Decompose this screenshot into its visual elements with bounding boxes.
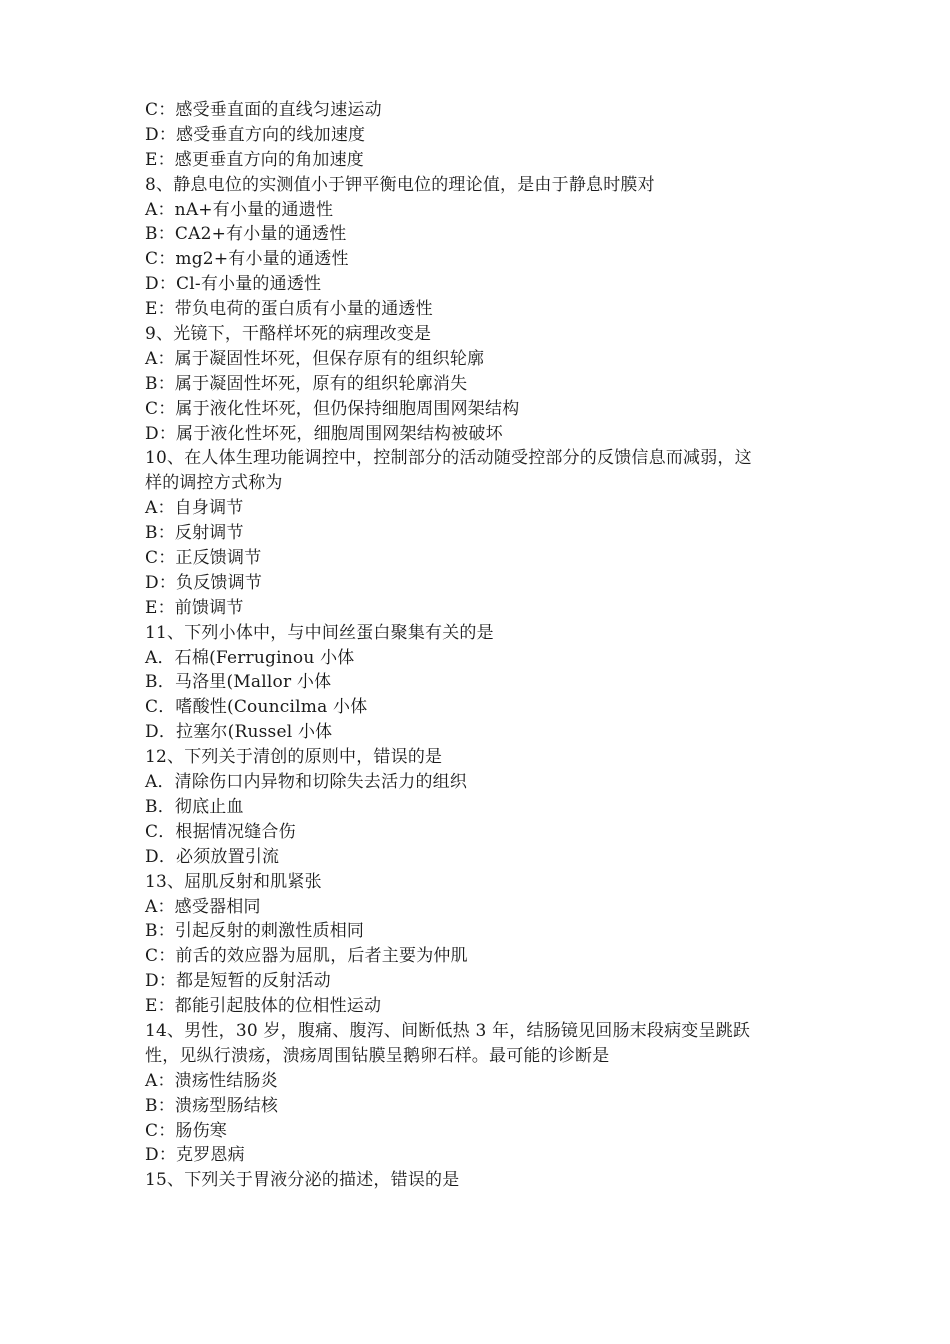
option-line: D：都是短暂的反射活动	[145, 971, 331, 992]
option-line: D：属于液化性坏死，细胞周围网架结构被破坏	[145, 423, 503, 444]
option-line: D：克罗恩病	[145, 1145, 245, 1166]
option-line: E：带负电荷的蛋白质有小量的通透性	[145, 299, 433, 320]
question-10-continued: 样的调控方式称为	[145, 473, 283, 494]
option-line: C：肠伤寒	[145, 1120, 228, 1141]
option-line: D．必须放置引流	[145, 846, 280, 867]
question-13: 13、屈肌反射和肌紧张	[145, 871, 322, 892]
option-line: C．根据情况缝合伤	[145, 821, 296, 842]
option-line: E：都能引起肢体的位相性运动	[145, 996, 382, 1017]
text-line: D：感受垂直方向的线加速度	[145, 124, 366, 145]
question-11: 11、下列小体中，与中间丝蛋白聚集有关的是	[145, 622, 494, 643]
option-line: C：正反馈调节	[145, 548, 262, 569]
option-line: B．彻底止血	[145, 796, 244, 817]
option-line: C．嗜酸性(Councilma 小体	[145, 697, 368, 718]
question-14-continued: 性，见纵行溃疡，溃疡周围钻膜呈鹅卵石样。最可能的诊断是	[145, 1045, 610, 1066]
option-line: A：感受器相同	[145, 896, 261, 917]
question-10: 10、在人体生理功能调控中，控制部分的活动随受控部分的反馈信息而减弱，这	[145, 448, 752, 469]
option-line: C：前舌的效应器为屈肌，后者主要为仲肌	[145, 946, 468, 967]
text-line: E：感更垂直方向的角加速度	[145, 149, 365, 170]
option-line: B：溃疡型肠结核	[145, 1095, 279, 1116]
document-page	[145, 98, 815, 1193]
question-15: 15、下列关于胃液分泌的描述，错误的是	[145, 1170, 460, 1191]
question-9: 9、光镜下，干酪样坏死的病理改变是	[145, 324, 432, 345]
text-line: C：感受垂直面的直线匀速运动	[145, 100, 382, 120]
option-line: A：nA+有小量的通遗性	[145, 199, 334, 220]
option-line: B：CA2+有小量的通透性	[145, 224, 347, 245]
option-line: D：Cl-有小量的通透性	[145, 274, 322, 295]
option-line: C：mg2+有小量的通透性	[145, 249, 349, 270]
option-line: E：前馈调节	[145, 597, 244, 618]
option-line: A．石棉(Ferruginou 小体	[145, 647, 355, 668]
option-line: D：负反馈调节	[145, 572, 263, 593]
option-line: A：属于凝固性坏死，但保存原有的组织轮廓	[145, 348, 485, 369]
question-8: 8、静息电位的实测值小于钾平衡电位的理论值，是由于静息时膜对	[145, 174, 655, 195]
question-12: 12、下列关于清创的原则中，错误的是	[145, 747, 443, 768]
option-line: A．清除伤口内异物和切除失去活力的组织	[145, 772, 468, 793]
option-line: D．拉塞尔(Russel 小体	[145, 722, 333, 743]
option-line: A：溃疡性结肠炎	[145, 1070, 278, 1091]
option-line: B：引起反射的刺激性质相同	[145, 921, 365, 942]
option-line: B．马洛里(Mallor 小体	[145, 672, 332, 693]
option-line: B：属于凝固性坏死，原有的组织轮廓消失	[145, 373, 468, 394]
option-line: C：属于液化性坏死，但仍保持细胞周围网架结构	[145, 398, 520, 419]
option-line: A：自身调节	[145, 498, 244, 519]
option-line: B：反射调节	[145, 523, 244, 544]
question-14: 14、男性，30 岁，腹痛、腹泻、间断低热 3 年，结肠镜见回肠末段病变呈跳跃	[145, 1020, 751, 1041]
